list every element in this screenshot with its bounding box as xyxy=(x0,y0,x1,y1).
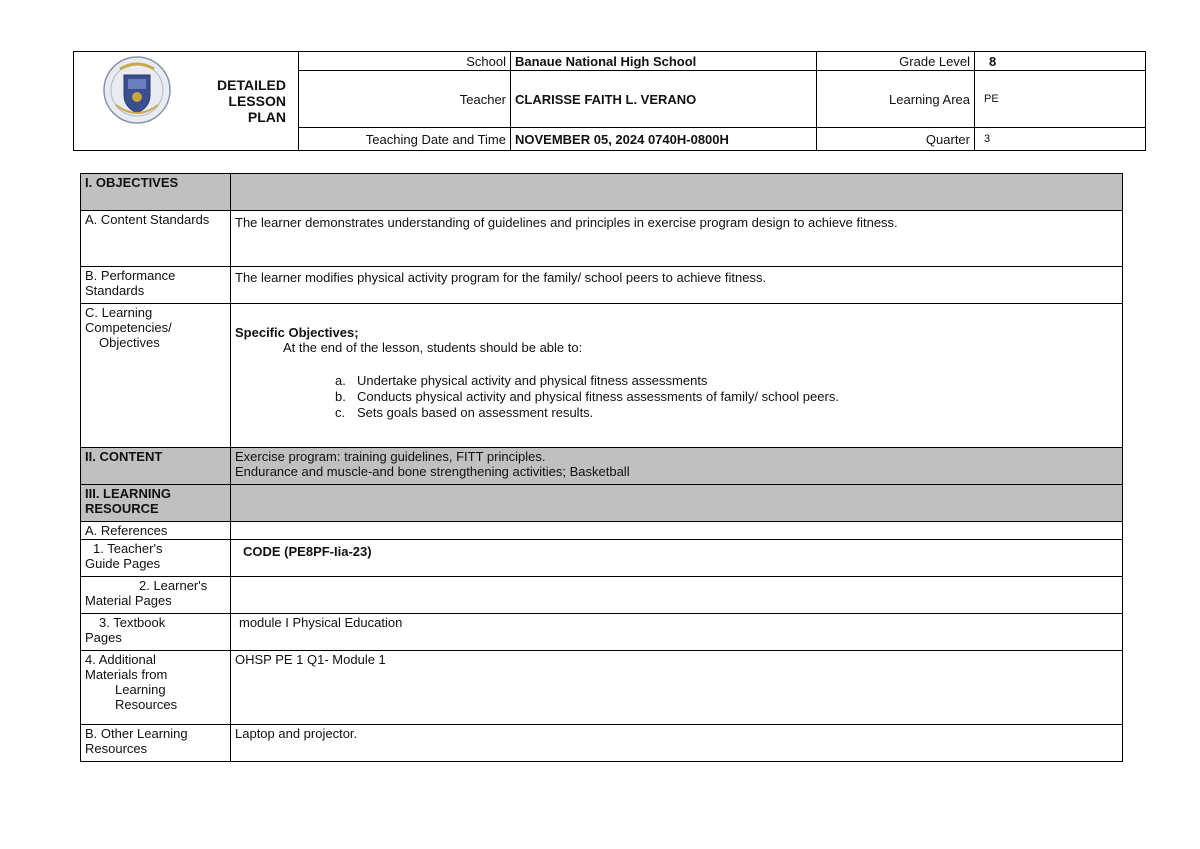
textbook-label-a: 3. Textbook xyxy=(99,615,166,630)
content-section-row xyxy=(81,448,1123,485)
content-line-1: Exercise program: training guidelines, FITT principles. xyxy=(235,449,546,464)
other-label-line-2: Resources xyxy=(85,741,148,756)
learners-material-label xyxy=(81,577,231,614)
learning-area-value: PE xyxy=(975,71,1146,128)
school-label: School xyxy=(299,52,511,71)
specific-objectives-title: Specific Objectives; xyxy=(235,325,359,340)
additional-label-line-4: Resources xyxy=(115,697,178,712)
content-standards-row xyxy=(81,211,1123,267)
resources-heading-blank xyxy=(231,485,1123,522)
other-label-line-1: B. Other Learning xyxy=(85,726,188,741)
textbook-label xyxy=(81,614,231,651)
teacher-value: CLARISSE FAITH L. VERANO xyxy=(511,71,817,128)
competencies-label-line-3: Objectives xyxy=(99,335,160,350)
header-table xyxy=(73,51,1146,151)
teachers-guide-value: CODE (PE8PF-Iia-23) xyxy=(231,540,1123,577)
date-time-label: Teaching Date and Time xyxy=(299,128,511,151)
additional-label-line-1: 4. Additional xyxy=(85,652,156,667)
additional-materials-value: OHSP PE 1 Q1- Module 1 xyxy=(231,651,1123,725)
other-resources-value: Laptop and projector. xyxy=(231,725,1123,762)
list-item xyxy=(335,389,1118,405)
school-value: Banaue National High School xyxy=(511,52,817,71)
objectives-list xyxy=(235,373,1118,421)
competencies-label xyxy=(81,304,231,448)
specific-objectives-intro: At the end of the lesson, students should be able to: xyxy=(283,340,583,355)
list-marker: a. xyxy=(335,373,346,388)
deped-seal-icon xyxy=(102,55,172,125)
content-standards-text: The learner demonstrates understanding of guidelines and principles in exercise program design to achieve fitness. xyxy=(231,211,1123,267)
lesson-plan-table xyxy=(80,173,1123,762)
learning-area-label: Learning Area xyxy=(817,71,975,128)
teachers-guide-label xyxy=(81,540,231,577)
list-item xyxy=(335,405,1118,421)
references-label: A. References xyxy=(81,522,231,540)
other-resources-label xyxy=(81,725,231,762)
learners-material-label-b: Material Pages xyxy=(85,593,172,608)
title-line-1: DETAILED xyxy=(217,77,286,93)
references-row xyxy=(81,522,1123,540)
objectives-heading-blank xyxy=(231,174,1123,211)
performance-standards-text: The learner modifies physical activity program for the family/ school peers to achieve fitness. xyxy=(231,267,1123,304)
resources-section-row xyxy=(81,485,1123,522)
competencies-label-line-2: Competencies/ xyxy=(85,320,172,335)
competencies-label-line-1: C. Learning xyxy=(85,305,153,320)
additional-label-line-3: Learning xyxy=(115,682,166,697)
date-time-value: NOVEMBER 05, 2024 0740H-0800H xyxy=(511,128,817,151)
title-line-3: PLAN xyxy=(247,109,286,125)
quarter-value: 3 xyxy=(975,128,1146,151)
grade-level-value: 8 xyxy=(975,52,1146,71)
competencies-content xyxy=(231,304,1123,448)
content-standards-label: A. Content Standards xyxy=(81,211,231,267)
additional-materials-label xyxy=(81,651,231,725)
resources-heading: III. LEARNING RESOURCE xyxy=(81,485,231,522)
references-blank xyxy=(231,522,1123,540)
list-marker: b. xyxy=(335,389,346,404)
list-item xyxy=(335,373,1118,389)
textbook-row xyxy=(81,614,1123,651)
competencies-row xyxy=(81,304,1123,448)
learners-material-label-a: 2. Learner's xyxy=(139,578,208,593)
additional-materials-row xyxy=(81,651,1123,725)
logo-cell xyxy=(74,52,199,151)
teachers-guide-label-b: Guide Pages xyxy=(85,556,161,571)
objectives-heading: I. OBJECTIVES xyxy=(81,174,231,211)
objectives-section-row xyxy=(81,174,1123,211)
learners-material-row xyxy=(81,577,1123,614)
quarter-label: Quarter xyxy=(817,128,975,151)
list-item-text: Conducts physical activity and physical fitness assessments of family/ school peers. xyxy=(357,389,839,404)
other-resources-row xyxy=(81,725,1123,762)
content-text xyxy=(231,448,1123,485)
textbook-label-b: Pages xyxy=(85,630,122,645)
additional-label-line-2: Materials from xyxy=(85,667,168,682)
list-marker: c. xyxy=(335,405,346,420)
content-heading: II. CONTENT xyxy=(81,448,231,485)
list-item-text: Undertake physical activity and physical fitness assessments xyxy=(357,373,708,388)
lesson-plan-title xyxy=(199,52,299,151)
textbook-value: module I Physical Education xyxy=(231,614,1123,651)
content-line-2: Endurance and muscle-and bone strengthening activities; Basketball xyxy=(235,464,630,479)
teacher-label: Teacher xyxy=(299,71,511,128)
grade-level-label: Grade Level xyxy=(817,52,975,71)
title-line-2: LESSON xyxy=(228,93,286,109)
teachers-guide-label-a: 1. Teacher's xyxy=(93,541,163,556)
performance-standards-row xyxy=(81,267,1123,304)
performance-standards-label: B. Performance Standards xyxy=(81,267,231,304)
learners-material-value xyxy=(231,577,1123,614)
teachers-guide-row xyxy=(81,540,1123,577)
list-item-text: Sets goals based on assessment results. xyxy=(357,405,594,420)
